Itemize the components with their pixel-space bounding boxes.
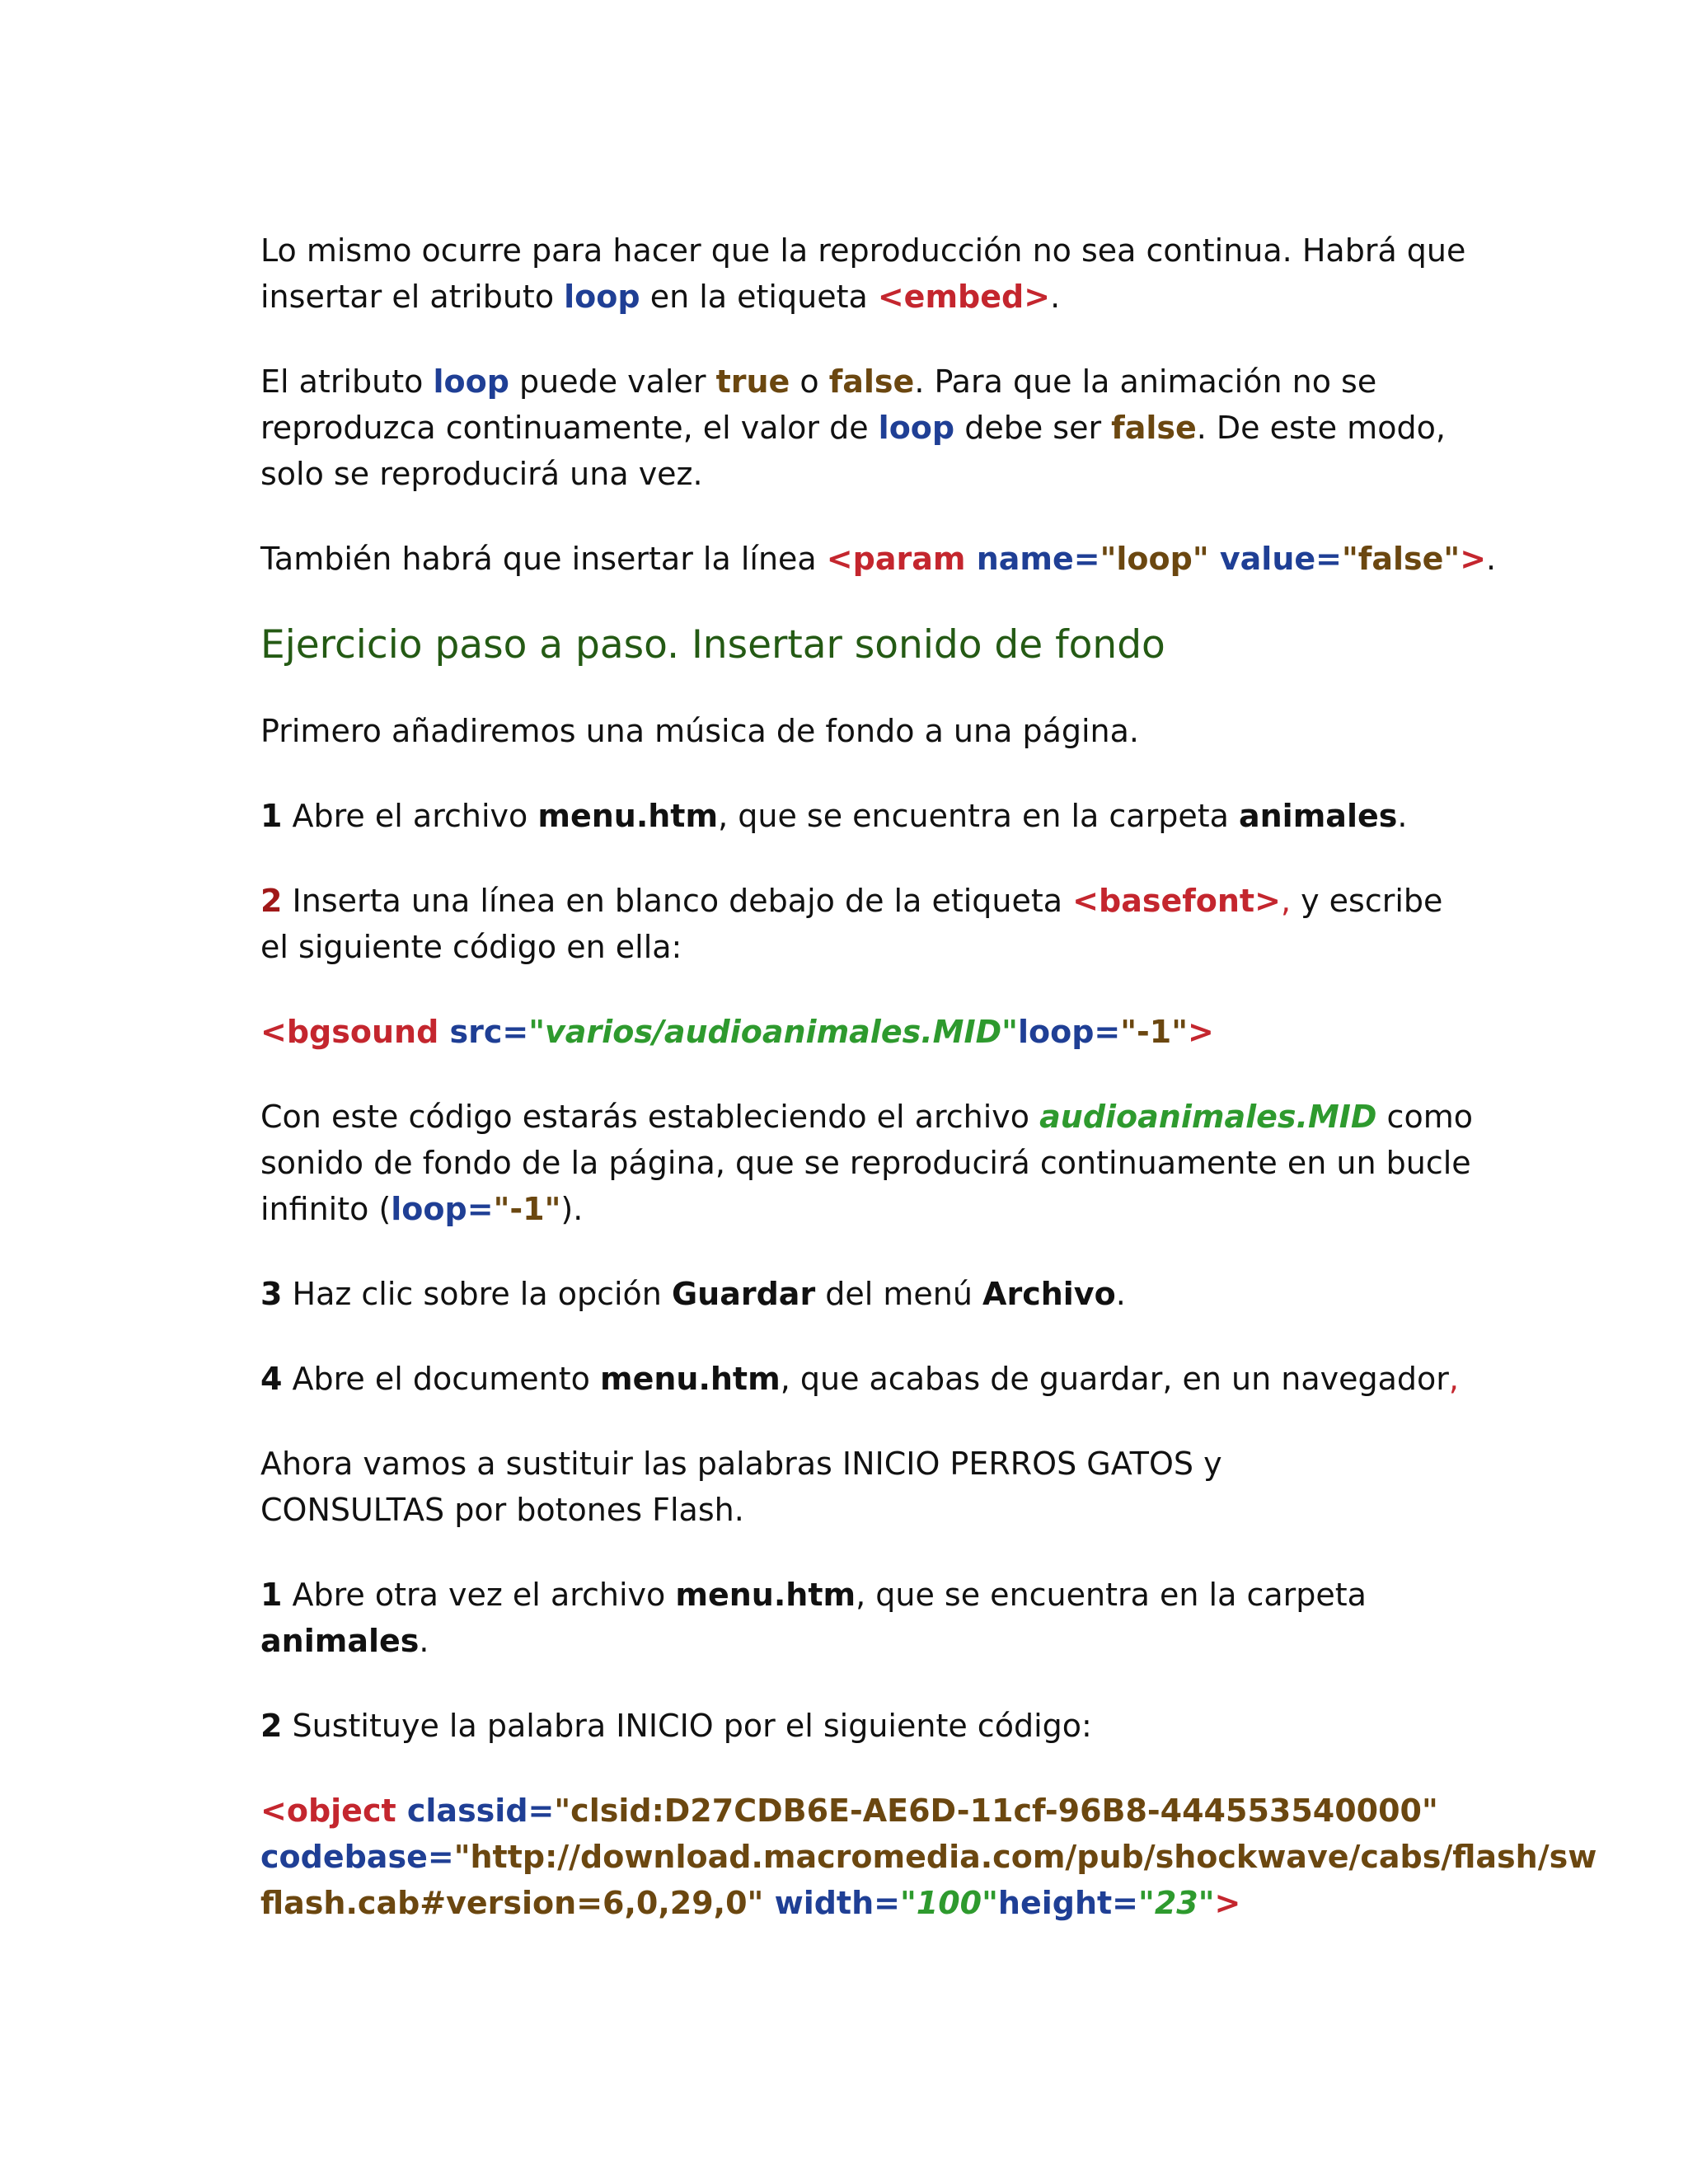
step-2-insert-line: 2 Inserta una línea en blanco debajo de la etiqueta <basefont>, y escribe el siguiente código en ella: [260,883,1443,965]
paragraph-intro-music: Primero añadiremos una música de fondo a una página. [260,713,1140,749]
code-bgsound: <bgsound src="varios/audioanimales.MID"loop="-1"> [260,1014,1214,1050]
step-number: 1 [260,1577,283,1613]
step-number: 3 [260,1276,283,1312]
menu-archivo: Archivo [982,1276,1116,1312]
step-2-replace-inicio: 2 Sustituye la palabra INICIO por el siguiente código: [260,1708,1092,1744]
step-number: 1 [260,798,283,834]
file-name: menu.htm [599,1361,781,1397]
step-number: 2 [260,1708,283,1744]
step-3-save: 3 Haz clic sobre la opción Guardar del menú Archivo. [260,1276,1126,1312]
paragraph-loop-intro: Lo mismo ocurre para hacer que la reproducción no sea continua. Habrá que insertar el atributo loop en la etiqueta <embed>. [260,232,1466,315]
false-keyword: false [828,363,915,400]
false-keyword: false [1111,410,1197,446]
file-name: menu.htm [537,798,719,834]
code-object: <object classid="clsid:D27CDB6E-AE6D-11cf-96B8-444553540000" codebase="http://download.macromedia.com/pub/shockwave/cabs/flash/sw flash.cab#version=6,0,29,0" width="100"height="23"> [260,1793,1597,1921]
true-keyword: true [715,363,790,400]
basefont-tag: <basefont> [1072,883,1281,919]
paragraph-flash-buttons: Ahora vamos a sustituir las palabras INICIO PERROS GATOS y CONSULTAS por botones Flash. [260,1446,1222,1528]
folder-name: animales [1238,798,1398,834]
step-4-open-browser: 4 Abre el documento menu.htm, que acabas de guardar, en un navegador, [260,1361,1460,1397]
paragraph-param-line: También habrá que insertar la línea <param name="loop" value="false">. [260,541,1497,577]
step-number: 2 [260,883,283,919]
paragraph-bgsound-explanation: Con este código estarás estableciendo el archivo audioanimales.MID como sonido de fondo de la página, que se reproducirá continuamente en un bucle infinito (loop="-1"). [260,1099,1473,1227]
loop-keyword: loop [564,279,640,315]
file-name: menu.htm [675,1577,856,1613]
step-number: 4 [260,1361,283,1397]
param-tag: <param [826,541,966,577]
step-1-open-again: 1 Abre otra vez el archivo menu.htm, que se encuentra en la carpeta animales. [260,1577,1367,1659]
embed-tag: <embed> [877,279,1051,315]
loop-keyword: loop [433,363,509,400]
menu-option-guardar: Guardar [671,1276,816,1312]
step-1-open-file: 1 Abre el archivo menu.htm, que se encuentra en la carpeta animales. [260,798,1408,834]
folder-name: animales [260,1623,420,1659]
loop-keyword: loop [878,410,955,446]
file-name: audioanimales.MID [1039,1099,1377,1135]
paragraph-loop-values: El atributo loop puede valer true o false. Para que la animación no se reproduzca continuamente, el valor de loop debe ser false. De este modo, solo se reproducirá una vez. [260,363,1446,492]
section-heading: Ejercicio paso a paso. Insertar sonido de fondo [260,622,1165,668]
